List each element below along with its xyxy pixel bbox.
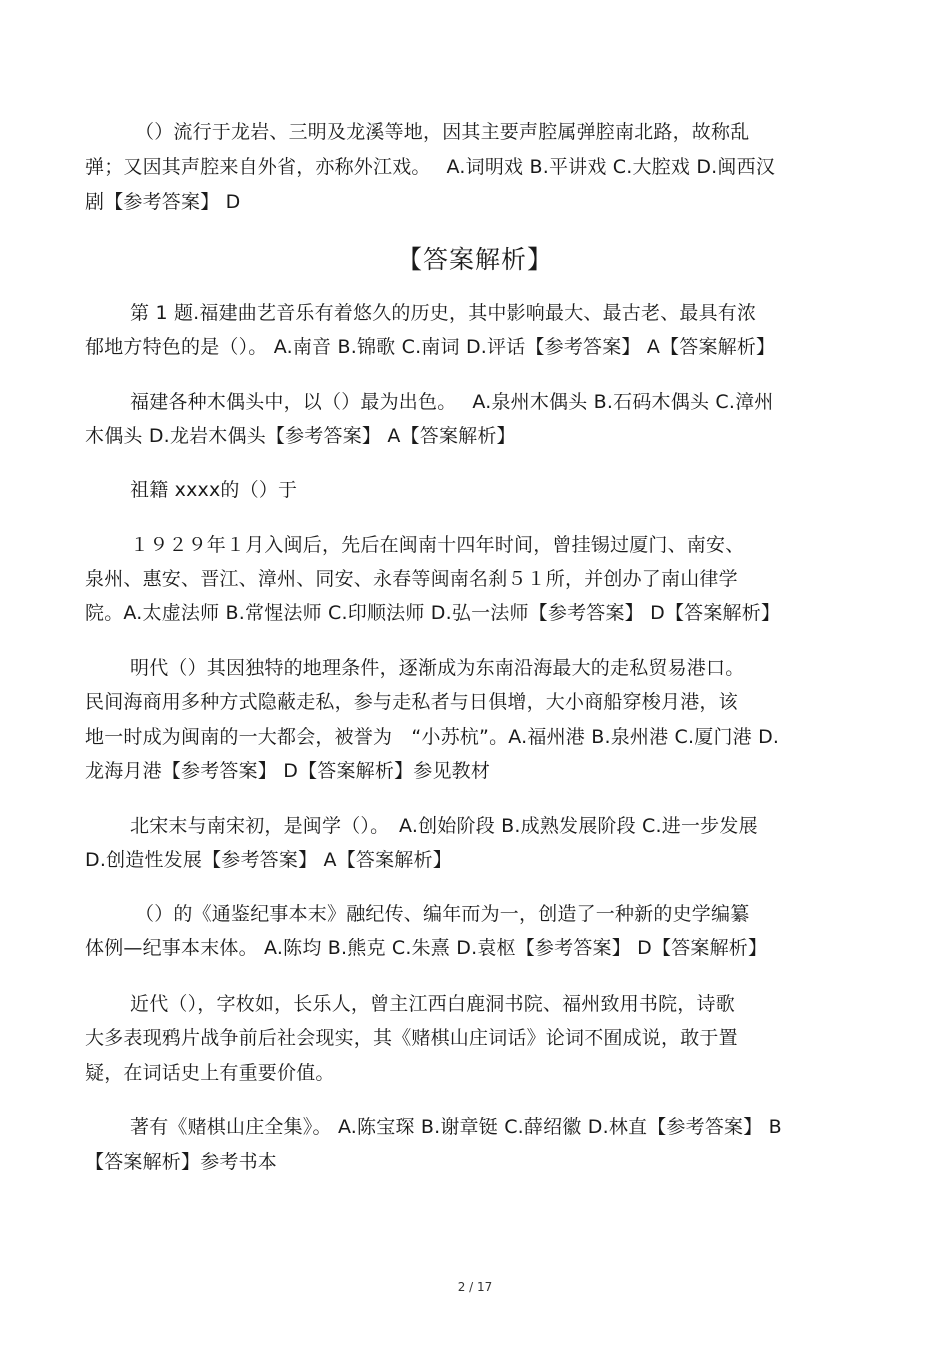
question-7-line-3: 疑，在词话史上有重要价值。 [85, 1062, 335, 1084]
question-1-line-2: 郁地方特色的是（）。 A.南音 B.锦歌 C.南词 D.评话【参考答案】 A【答案解析】 [85, 336, 776, 358]
question-4-line-2: 民间海商用多种方式隐蔽走私，参与走私者与日俱增，大小商船穿梭月港，该 [85, 691, 738, 713]
question-7-line-2: 大多表现鸦片战争前后社会现实，其《赌棋山庄词话》论词不囿成说，敢于置 [85, 1027, 738, 1049]
page-number: 2 / 17 [457, 1280, 493, 1294]
question-4-line-1: 明代（）其因独特的地理条件，逐渐成为东南沿海最大的走私贸易港口。 [130, 657, 745, 679]
question-4-line-3: 地一时成为闽南的一大都会，被誉为 “小苏杭”。A.福州港 B.泉州港 C.厦门港 D. [85, 726, 780, 748]
question-0-line-2: 弹；又因其声腔来自外省，亦称外江戏。 A.词明戏 B.平讲戏 C.大腔戏 D.闽西汉 [85, 156, 776, 178]
question-7-line-1: 近代（），字枚如，长乐人，曾主江西白鹿洞书院、福州致用书院，诗歌 [130, 993, 735, 1015]
question-6-line-1: （）的《通鉴纪事本末》融纪传、编年而为一，创造了一种新的史学编纂 [135, 903, 750, 925]
question-2-line-2: 木偶头 D.龙岩木偶头【参考答案】 A【答案解析】 [85, 425, 516, 447]
question-0-line-1: （）流行于龙岩、三明及龙溪等地，因其主要声腔属弹腔南北路，故称乱 [135, 121, 750, 143]
question-8-line-2: 【答案解析】参考书本 [85, 1151, 278, 1173]
question-0-line-3: 剧【参考答案】 D [85, 191, 241, 213]
question-3-line-3: 院。A.太虚法师 B.常惺法师 C.印顺法师 D.弘一法师【参考答案】 D【答案解析】 [85, 602, 781, 624]
section-heading: 【答案解析】 [396, 245, 553, 274]
question-2-line-1: 福建各种木偶头中，以（）最为出色。 A.泉州木偶头 B.石码木偶头 C.漳州 [130, 391, 774, 413]
question-4-line-4: 龙海月港【参考答案】 D【答案解析】参见教材 [85, 760, 491, 782]
question-5-line-2: D.创造性发展【参考答案】 A【答案解析】 [85, 849, 452, 871]
question-8-line-1: 著有《赌棋山庄全集》。 A.陈宝琛 B.谢章铤 C.薛绍徽 D.林直【参考答案】 B [130, 1116, 782, 1138]
question-6-line-2: 体例—纪事本末体。 A.陈均 B.熊克 C.朱熹 D.袁枢【参考答案】 D【答案解析】 [85, 937, 768, 959]
question-3-line-1: １９２９年１月入闽后，先后在闽南十四年时间，曾挂锡过厦门、南安、 [130, 534, 745, 556]
question-1-line-1: 第 1 题.福建曲艺音乐有着悠久的历史，其中影响最大、最古老、最具有浓 [130, 302, 757, 324]
question-3-line-2: 泉州、惠安、晋江、漳州、同安、永春等闽南名刹５１所，并创办了南山律学 [85, 568, 738, 590]
question-5-line-1: 北宋末与南宋初，是闽学（）。 A.创始阶段 B.成熟发展阶段 C.进一步发展 [130, 815, 758, 837]
question-3-intro: 祖籍 xxxx的（）于 [130, 479, 298, 501]
